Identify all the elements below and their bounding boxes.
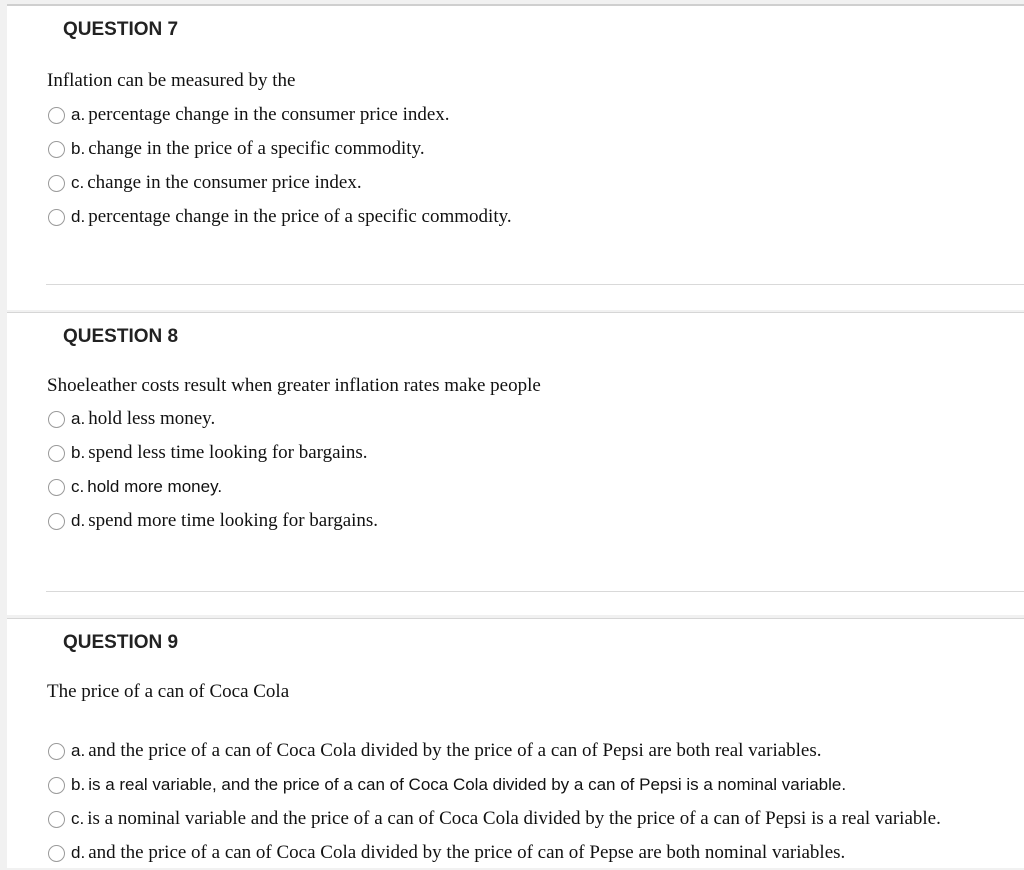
option-text: hold less money. — [88, 408, 216, 429]
question-title: QUESTION 7 — [63, 19, 179, 40]
option-text: change in the consumer price index. — [87, 172, 362, 193]
option-text: percentage change in the consumer price index. — [88, 104, 450, 125]
radio-button[interactable] — [48, 845, 65, 862]
option-letter: a. — [71, 409, 86, 428]
option-text: percentage change in the price of a specific commodity. — [88, 206, 512, 227]
option-d[interactable] — [48, 836, 941, 870]
option-c[interactable] — [48, 802, 941, 836]
option-d[interactable] — [48, 200, 512, 234]
option-b[interactable] — [48, 132, 512, 166]
option-text: spend less time looking for bargains. — [88, 442, 368, 463]
answer-options — [48, 98, 512, 234]
option-letter: b. — [71, 775, 86, 794]
option-b[interactable] — [48, 768, 941, 802]
answer-options — [48, 734, 941, 870]
option-letter: c. — [71, 173, 85, 192]
question-9 — [7, 618, 1024, 868]
option-d[interactable] — [48, 504, 378, 538]
radio-button[interactable] — [48, 777, 65, 794]
question-7 — [7, 4, 1024, 310]
option-letter: a. — [71, 741, 86, 760]
question-title: QUESTION 9 — [63, 632, 179, 653]
option-letter: b. — [71, 443, 86, 462]
option-letter: d. — [71, 511, 86, 530]
option-letter: d. — [71, 843, 86, 862]
option-text: spend more time looking for bargains. — [88, 510, 379, 531]
radio-button[interactable] — [48, 141, 65, 158]
divider — [46, 284, 1024, 285]
radio-button[interactable] — [48, 175, 65, 192]
answer-options — [48, 402, 378, 538]
radio-button[interactable] — [48, 743, 65, 760]
divider — [46, 591, 1024, 592]
option-c[interactable] — [48, 166, 512, 200]
option-a[interactable] — [48, 734, 941, 768]
radio-button[interactable] — [48, 479, 65, 496]
option-a[interactable] — [48, 402, 378, 436]
question-title: QUESTION 8 — [63, 326, 179, 347]
option-b[interactable] — [48, 436, 378, 470]
question-text: The price of a can of Coca Cola — [47, 681, 290, 702]
option-a[interactable] — [48, 98, 512, 132]
option-text: is a nominal variable and the price of a can of Coca Cola divided by the price of a can of Pepsi is a real variable. — [87, 808, 941, 829]
radio-button[interactable] — [48, 107, 65, 124]
question-8 — [7, 312, 1024, 615]
radio-button[interactable] — [48, 209, 65, 226]
option-text: and the price of a can of Coca Cola divided by the price of a can of Pepsi are both real variables. — [88, 740, 822, 761]
question-text: Shoeleather costs result when greater inflation rates make people — [47, 375, 541, 396]
option-letter: b. — [71, 139, 86, 158]
option-letter: c. — [71, 809, 85, 828]
radio-button[interactable] — [48, 411, 65, 428]
question-text: Inflation can be measured by the — [47, 70, 296, 91]
radio-button[interactable] — [48, 513, 65, 530]
option-letter: a. — [71, 105, 86, 124]
option-letter: d. — [71, 207, 86, 226]
option-text: hold more money. — [87, 477, 223, 496]
option-text: and the price of a can of Coca Cola divided by the price of can of Pepse are both nominal variables. — [88, 842, 846, 863]
option-letter: c. — [71, 477, 85, 496]
option-c[interactable] — [48, 470, 378, 504]
radio-button[interactable] — [48, 811, 65, 828]
option-text: is a real variable, and the price of a can of Coca Cola divided by a can of Pepsi is a nominal variable. — [88, 775, 847, 794]
radio-button[interactable] — [48, 445, 65, 462]
option-text: change in the price of a specific commodity. — [88, 138, 425, 159]
